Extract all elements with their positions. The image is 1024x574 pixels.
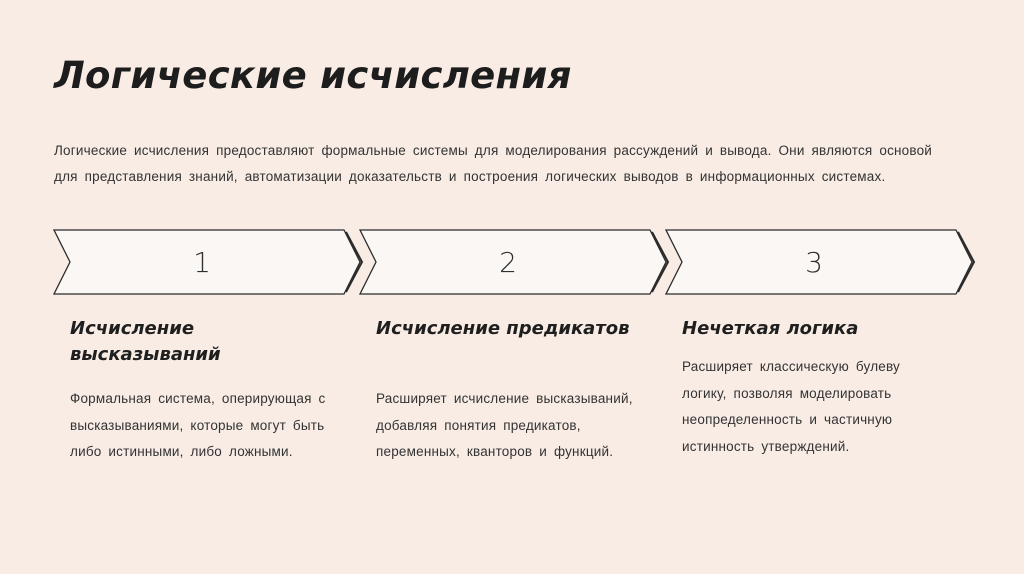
step-1-column	[70, 316, 326, 466]
page-title: Логические исчисления	[54, 54, 572, 97]
step-3-number: 3	[805, 245, 823, 279]
step-2-column	[376, 316, 656, 466]
step-1-text: Формальная система, оперирующая с высказываниями, которые могут быть либо истинными, либо ложными.	[70, 391, 326, 459]
step-3-text: Расширяет классическую булеву логику, позволяя моделировать неопределенность и частичную истинность утверждений.	[682, 359, 901, 454]
intro-paragraph: Логические исчисления предоставляют формальные системы для моделирования рассуждений и вывода. Они являются основой для представления знаний, автоматизации доказательств и построения логических выводов в информационных системах.	[54, 143, 933, 184]
step-1-chevron	[52, 228, 364, 296]
step-1-number: 1	[193, 245, 211, 279]
step-3-column	[682, 316, 962, 460]
step-2-title: Исчисление предикатов	[376, 318, 630, 339]
step-2-chevron	[358, 228, 670, 296]
step-2-number: 2	[499, 245, 517, 279]
step-3-title: Нечеткая логика	[682, 318, 859, 339]
step-3-chevron	[664, 228, 976, 296]
step-1-title: Исчисление высказываний	[70, 318, 221, 365]
step-2-text: Расширяет исчисление высказываний, добавляя понятия предикатов, переменных, кванторов и функций.	[376, 391, 633, 459]
